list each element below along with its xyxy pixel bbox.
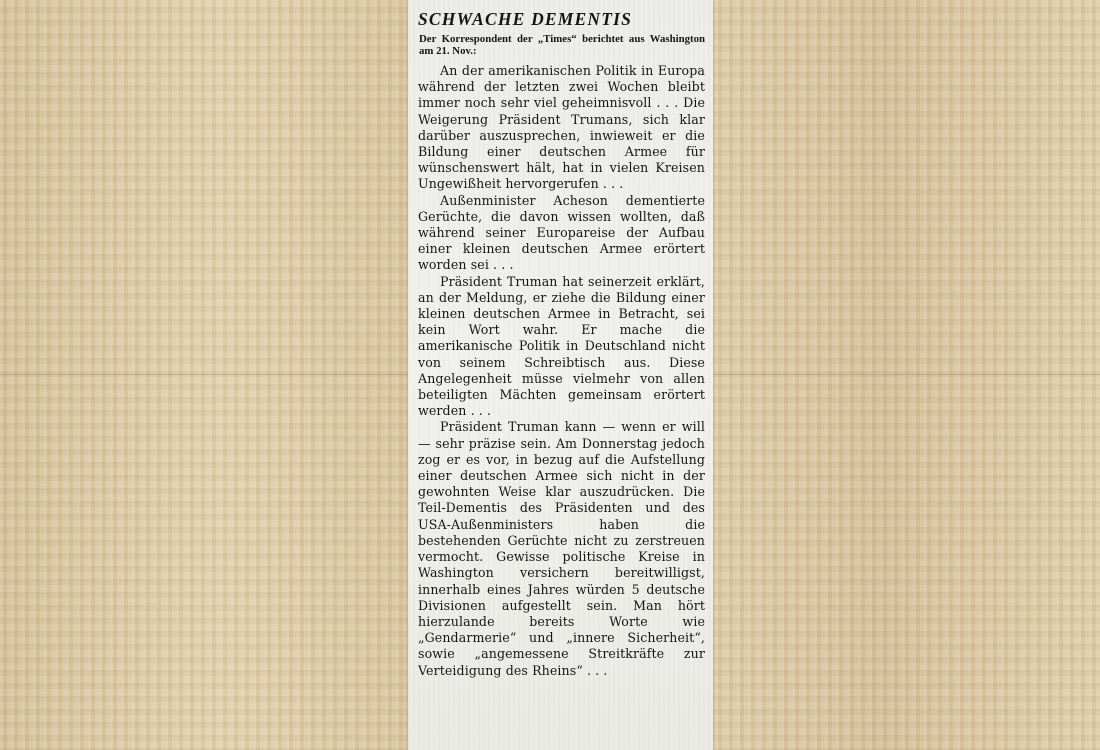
article-paragraph: Präsident Truman kann — wenn er will — sehr präzise sein. Am Donnerstag jedoch zog er es vor, in bezug auf die Aufstellung einer deutschen Armee sich nicht in der gewohnten Weise klar auszudrücken. Die Teil-Dementis des Präsidenten und des USA-Außenministers haben die bestehenden Gerüchte nicht zu zerstreuen vermocht. Gewisse politische Kreise in Washington versichern bereitwilligst, innerhalb eines Jahres würden 5 deutsche Divisionen aufgestellt sein. Man hört hierzulande bereits Worte wie „Gendarmerie“ und „innere Sicherheit“, sowie „angemessene Streitkräfte zur Verteidigung des Rheins“ . . . (418, 419, 705, 678)
article-paragraph: Präsident Truman hat seinerzeit erklärt, an der Meldung, er ziehe die Bildung einer kleinen deutschen Armee in Betracht, sei kein Wort wahr. Er mache die amerikanische Politik in Deutschland nicht von seinem Schreibtisch aus. Diese Angelegenheit müsse vielmehr von allen beteiligten Mächten gemeinsam erörtert werden . . . (418, 273, 705, 419)
article-dateline: Der Korrespondent der „Times“ berichtet aus Washington am 21. Nov.: (419, 33, 705, 57)
article-body (418, 63, 705, 679)
article-paragraph: Außenminister Acheson dementierte Gerüchte, die davon wissen wollten, daß während seiner Europareise der Aufbau einer kleinen deutschen Armee erörtert worden sei . . . (418, 192, 705, 273)
article-paragraph: An der amerikanischen Politik in Europa während der letzten zwei Wochen bleibt immer noch sehr viel geheimnisvoll . . . Die Weigerung Präsident Trumans, sich klar darüber auszusprechen, inwieweit er die Bildung einer deutschen Armee für wünschenswert hält, hat in vielen Kreisen Ungewißheit hervorgerufen . . . (418, 63, 705, 192)
article-headline: SCHWACHE DEMENTIS (418, 9, 633, 29)
newspaper-clipping (408, 0, 713, 750)
